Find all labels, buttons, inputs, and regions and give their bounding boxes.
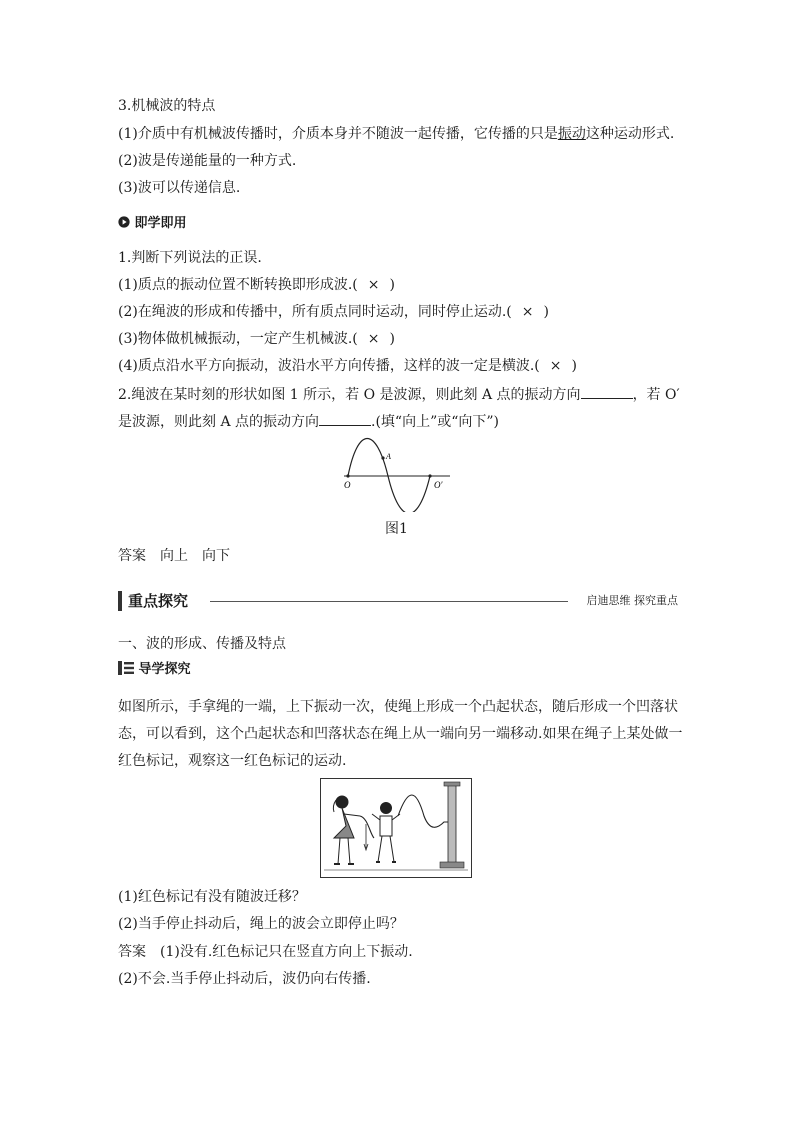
answer-b: (2)不会.当手停止抖动后，波仍向右传播. bbox=[118, 971, 371, 987]
statement-1-text: (1)质点的振动位置不断转换即形成波.( bbox=[118, 277, 358, 293]
features-item-2: (2)波是传递能量的一种方式. bbox=[118, 153, 297, 169]
paragraph-line-1: 如图所示，手拿绳的一端，上下振动一次，使绳上形成一个凸起状态，随后形成一个凹落状 bbox=[118, 699, 678, 715]
section-title: 重点探究 bbox=[128, 592, 189, 610]
features-heading: 3.机械波的特点 bbox=[118, 98, 216, 114]
practice-label-row bbox=[118, 214, 187, 234]
statement-2 bbox=[118, 302, 549, 322]
paragraph-line-2: 态，可以看到，这个凸起状态和凹落状态在绳上从一端向另一端移动.如果在绳子上某处做一 bbox=[118, 726, 683, 742]
statement-4-text: (4)质点沿水平方向振动，波沿水平方向传播，这样的波一定是横波.( bbox=[118, 358, 540, 374]
statement-3 bbox=[118, 329, 395, 349]
q2-text-c: 是波源，则此刻 A 点的振动方向 bbox=[118, 414, 320, 430]
paragraph-line-3: 红色标记，观察这一红色标记的运动. bbox=[118, 753, 347, 769]
figure-caption: 图1 bbox=[385, 521, 408, 537]
section-rule bbox=[210, 601, 568, 602]
wrong-mark: × bbox=[549, 358, 562, 374]
guide-label: 导学探究 bbox=[138, 662, 191, 677]
statement-1 bbox=[118, 275, 395, 295]
play-circle-icon bbox=[118, 216, 130, 228]
wave-curve bbox=[348, 439, 430, 513]
section-marker bbox=[118, 591, 122, 611]
label-O-prime: O′ bbox=[434, 480, 443, 490]
features-item-1 bbox=[118, 124, 674, 144]
question-a: (1)红色标记有没有随波迁移？ bbox=[118, 889, 306, 905]
practice-answer: 答案 向上 向下 bbox=[118, 548, 230, 564]
paren-close: ) bbox=[571, 358, 577, 374]
item1-pre: (1)介质中有机械波传播时，介质本身并不随波一起传播，它传播的只是 bbox=[118, 126, 558, 142]
section-header bbox=[118, 590, 678, 612]
answer-a: 答案 (1)没有.红色标记只在竖直方向上下振动. bbox=[118, 944, 413, 960]
question-b: (2)当手停止抖动后，绳上的波会立即停止吗？ bbox=[118, 916, 404, 932]
guide-label-row bbox=[118, 660, 191, 680]
answer-blank-2 bbox=[319, 411, 371, 426]
point-O bbox=[346, 474, 349, 477]
wrong-mark: × bbox=[367, 331, 380, 347]
wave-figure bbox=[338, 432, 458, 512]
wrong-mark: × bbox=[367, 277, 380, 293]
paren-close: ) bbox=[543, 304, 549, 320]
statement-2-text: (2)在绳波的形成和传播中，所有质点同时运动，同时停止运动.( bbox=[118, 304, 512, 320]
features-item-3: (3)波可以传递信息. bbox=[118, 180, 241, 196]
point-O-prime bbox=[428, 474, 431, 477]
paren-close: ) bbox=[389, 277, 395, 293]
q2-text-d: .(填“向上”或“向下”) bbox=[371, 414, 500, 430]
subsection-heading: 一、波的形成、传播及特点 bbox=[118, 636, 286, 652]
list-icon bbox=[118, 661, 134, 675]
practice-q2-line2 bbox=[118, 411, 499, 432]
practice-q1: 1.判断下列说法的正误. bbox=[118, 250, 262, 266]
item1-post: 这种运动形式. bbox=[585, 126, 675, 142]
statement-4 bbox=[118, 356, 577, 376]
q2-text-a: 2.绳波在某时刻的形状如图 1 所示，若 O 是波源，则此刻 A 点的振动方向 bbox=[118, 387, 581, 403]
label-O: O bbox=[344, 480, 351, 490]
label-A: A bbox=[386, 452, 391, 461]
point-A bbox=[381, 456, 384, 459]
q2-text-b: ，若 O′ bbox=[632, 387, 680, 403]
wrong-mark: × bbox=[521, 304, 534, 320]
section-subtitle: 启迪思维 探究重点 bbox=[586, 594, 678, 607]
practice-label: 即学即用 bbox=[134, 216, 187, 231]
paren-close: ) bbox=[389, 331, 395, 347]
statement-3-text: (3)物体做机械振动，一定产生机械波.( bbox=[118, 331, 358, 347]
item1-underlined: 振动 bbox=[557, 126, 586, 142]
practice-q2-line1 bbox=[118, 384, 680, 405]
rope-wave-illustration bbox=[320, 778, 472, 878]
answer-blank-1 bbox=[581, 384, 633, 399]
